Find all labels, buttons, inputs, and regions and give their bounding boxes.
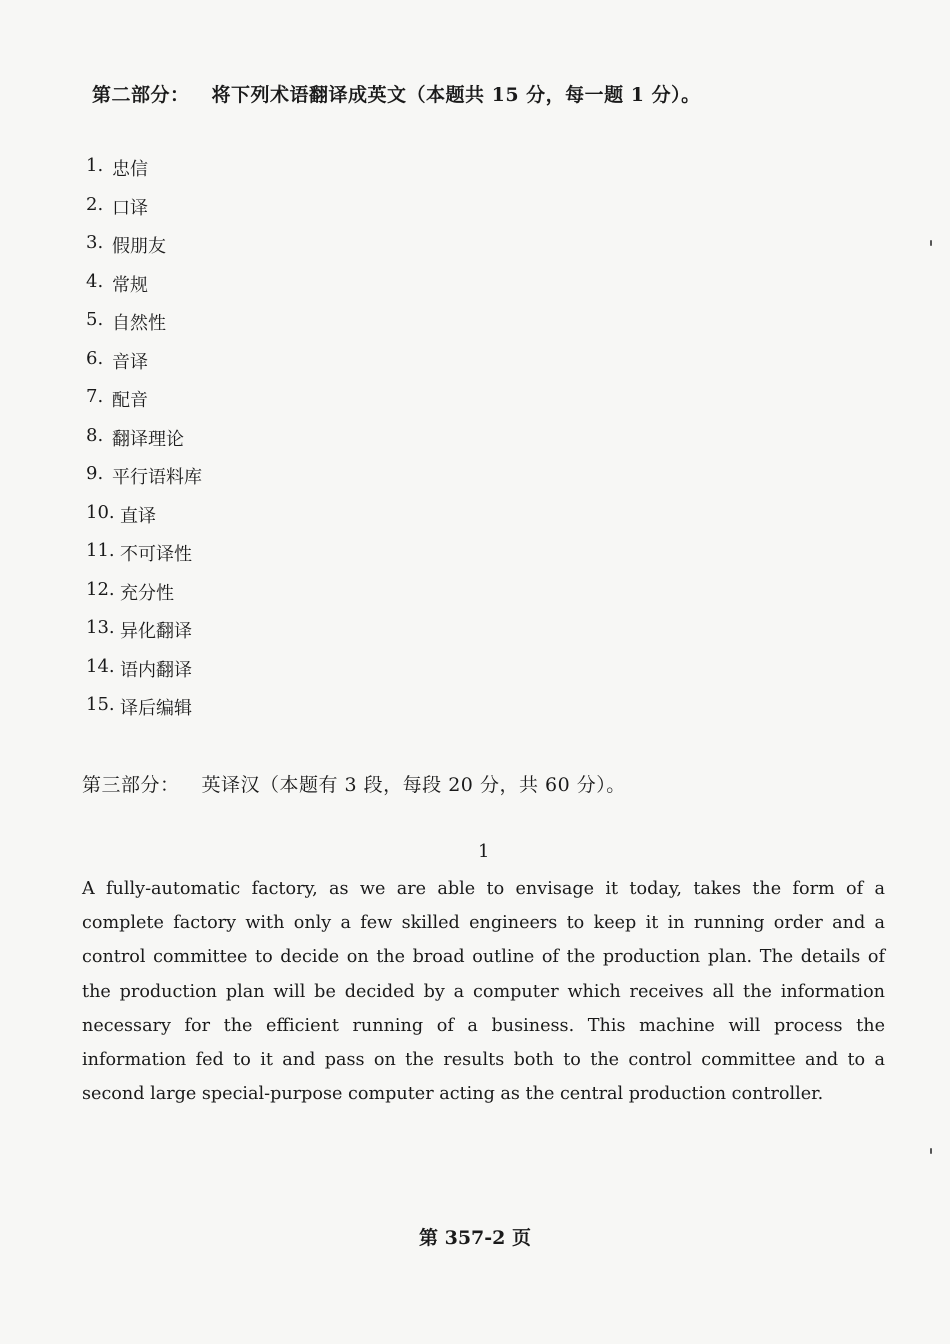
term-number: 5. xyxy=(86,309,104,330)
term-text: 假朋友 xyxy=(112,236,166,257)
term-text: 口译 xyxy=(112,197,148,219)
list-item xyxy=(86,155,202,194)
scan-speck xyxy=(930,1148,932,1154)
list-item xyxy=(86,194,202,233)
list-item xyxy=(86,694,202,733)
list-item xyxy=(86,502,202,541)
term-text: 配音 xyxy=(112,390,148,411)
term-text: 平行语料库 xyxy=(112,467,202,488)
term-text: 常规 xyxy=(112,274,148,296)
list-item xyxy=(86,617,202,656)
term-number: 9. xyxy=(86,463,104,484)
term-number: 4. xyxy=(86,270,104,292)
list-item xyxy=(86,540,202,579)
part2-heading xyxy=(92,80,701,107)
list-item xyxy=(86,579,202,618)
list-item xyxy=(86,425,202,464)
term-number: 3. xyxy=(86,232,104,253)
list-item xyxy=(86,348,202,387)
part3-label: 第三部分： xyxy=(82,774,180,796)
part3-heading xyxy=(82,770,626,797)
term-text: 异化翻译 xyxy=(120,621,192,642)
term-number: 7. xyxy=(86,386,104,407)
term-number: 13. xyxy=(86,617,115,638)
term-number: 11. xyxy=(86,540,115,561)
passage-number: 1 xyxy=(478,841,490,862)
term-text: 语内翻译 xyxy=(120,659,192,681)
list-item xyxy=(86,232,202,271)
list-item xyxy=(86,463,202,502)
term-text: 直译 xyxy=(120,505,156,527)
list-item xyxy=(86,271,202,310)
term-text: 翻译理论 xyxy=(112,428,184,450)
term-text: 忠信 xyxy=(112,159,148,180)
term-number: 1. xyxy=(86,155,104,176)
part3-instruction: 英译汉（本题有 3 段，每段 20 分，共 60 分）。 xyxy=(201,774,626,796)
term-number: 2. xyxy=(86,193,104,215)
scan-speck xyxy=(930,240,932,246)
term-text: 充分性 xyxy=(120,582,174,604)
term-number: 8. xyxy=(86,424,104,446)
part2-instruction: 将下列术语翻译成英文（本题共 15 分，每一题 1 分）。 xyxy=(211,84,701,106)
term-number: 14. xyxy=(86,655,115,677)
page-footer: 第 357-2 页 xyxy=(419,1227,531,1249)
list-item xyxy=(86,386,202,425)
part2-label: 第二部分： xyxy=(92,84,190,106)
term-text: 自然性 xyxy=(112,313,166,334)
term-list xyxy=(86,155,202,733)
list-item xyxy=(86,656,202,695)
term-number: 12. xyxy=(86,578,115,600)
term-number: 6. xyxy=(86,347,104,369)
passage-text: A fully-automatic factory, as we are able to envisage it today, takes the form of a complete factory with only a few skilled engineers to keep it in running order and a control committee to decide on the broad outline of the production plan. The details of the production plan will be decided by a computer which receives all the information necessary for the efficient running of a business. This machine will process the information fed to it and pass on the results both to the control committee and to a second large special-purpose computer acting as the central production controller. xyxy=(82,879,885,1105)
term-text: 音译 xyxy=(112,351,148,373)
list-item xyxy=(86,309,202,348)
term-number: 15. xyxy=(86,694,115,715)
term-text: 译后编辑 xyxy=(120,698,192,719)
term-text: 不可译性 xyxy=(120,544,192,565)
term-number: 10. xyxy=(86,501,115,523)
